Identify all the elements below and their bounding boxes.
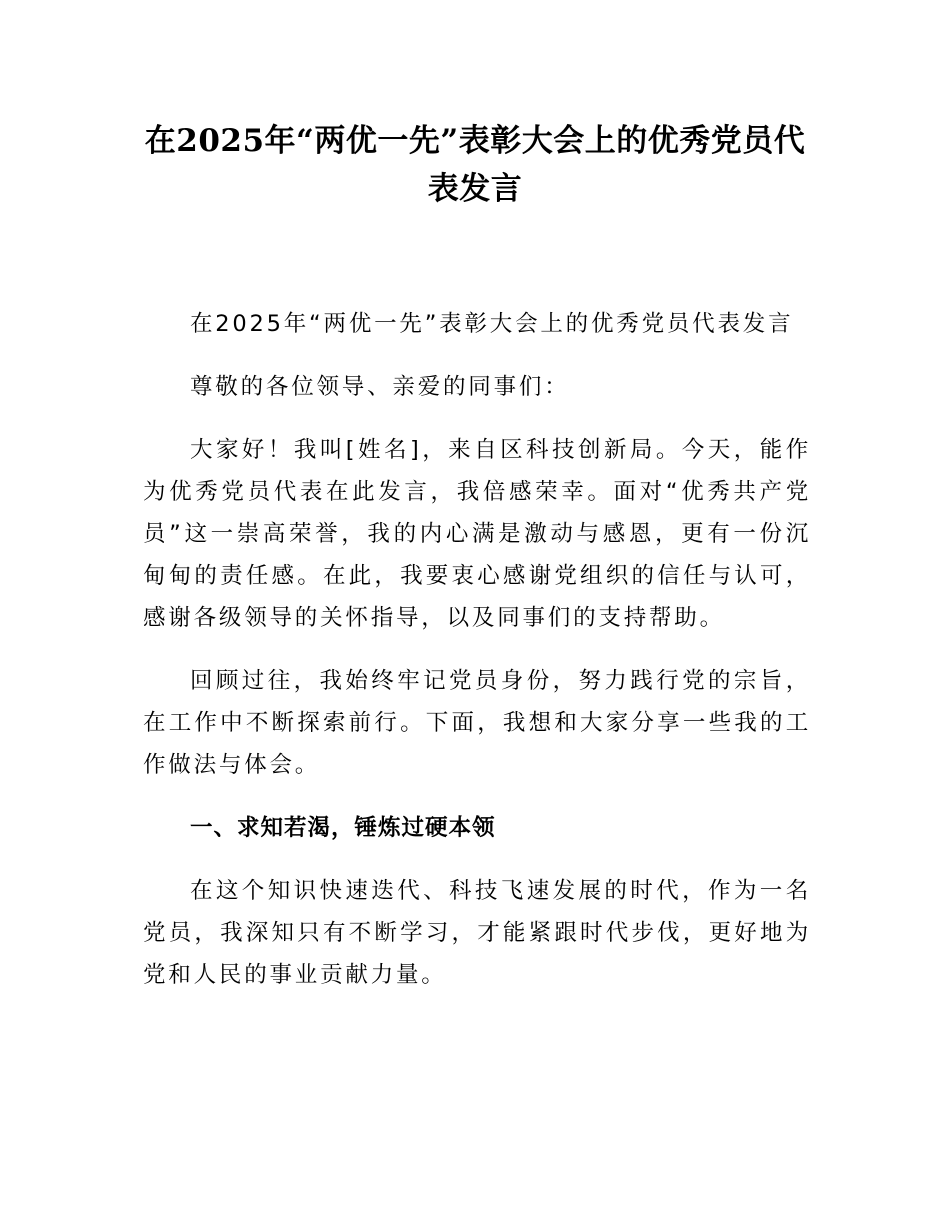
document-body (143, 303, 811, 1017)
intro-paragraph: 大家好！我叫[姓名]，来自区科技创新局。今天，能作为优秀党员代表在此发言，我倍感荣幸。面对“优秀共产党员”这一崇高荣誉，我的内心满是激动与感恩，更有一份沉甸甸的责任感。在此，我要衷心感谢党组织的信任与认可，感谢各级领导的关怀指导，以及同事们的支持帮助。 (143, 437, 811, 631)
subtitle-paragraph: 在2025年“两优一先”表彰大会上的优秀党员代表发言 (190, 311, 794, 337)
salutation-paragraph: 尊敬的各位领导、亲爱的同事们： (190, 374, 570, 400)
section-paragraph: 在这个知识快速迭代、科技飞速发展的时代，作为一名党员，我深知只有不断学习，才能紧跟时代步伐，更好地为党和人民的事业贡献力量。 (143, 878, 811, 988)
section-heading: 一、求知若渴，锤炼过硬本领 (190, 815, 496, 841)
document-title: 在2025年“两优一先”表彰大会上的优秀党员代表发言 (144, 123, 806, 207)
review-paragraph: 回顾过往，我始终牢记党员身份，努力践行党的宗旨，在工作中不断探索前行。下面，我想和大家分享一些我的工作做法与体会。 (143, 668, 811, 778)
